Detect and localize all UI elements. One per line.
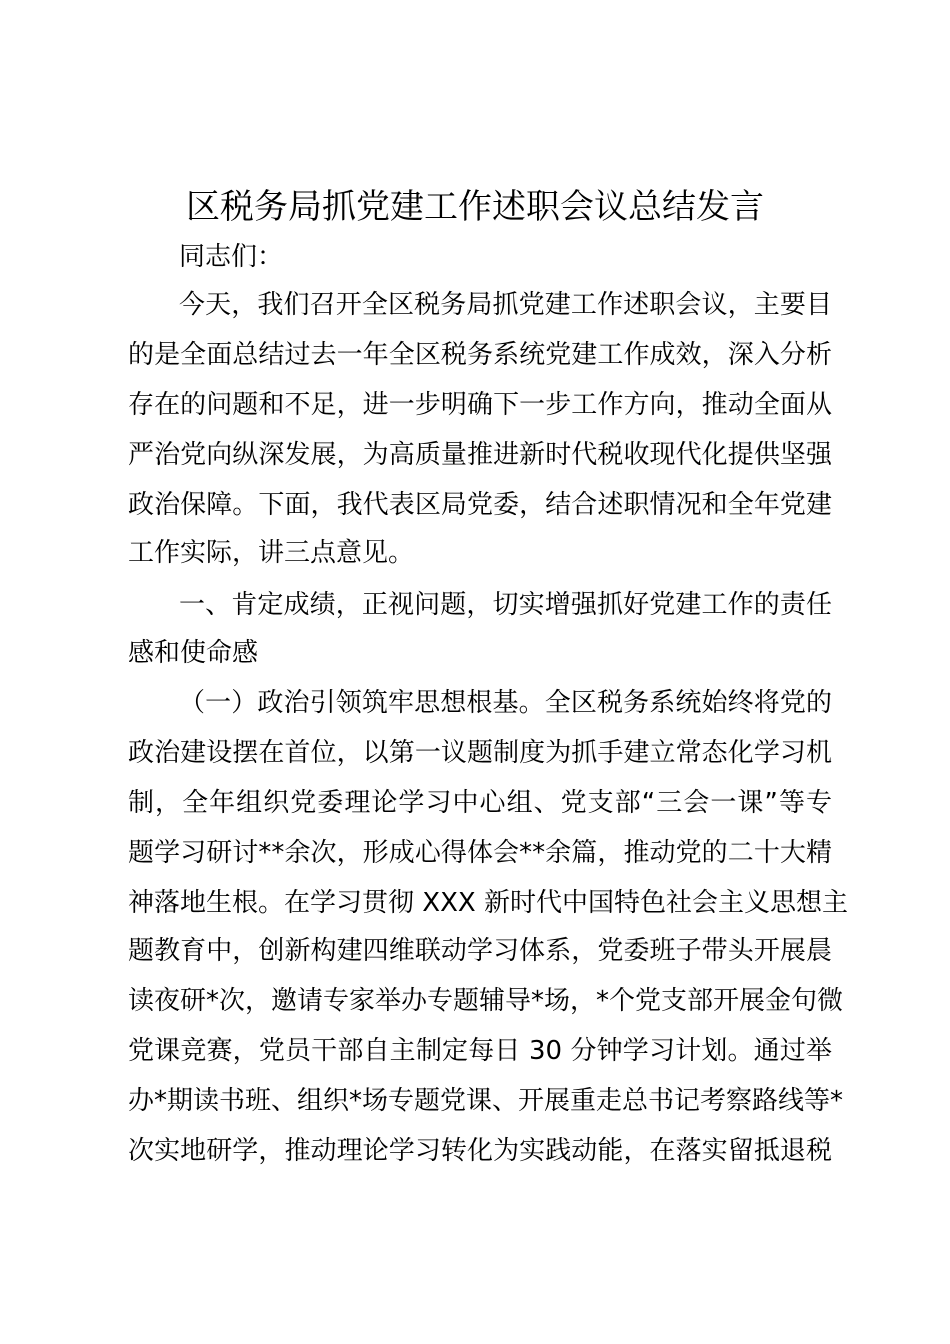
paragraph-line: 存在的问题和不足，进一步明确下一步工作方向，推动全面从 bbox=[128, 390, 832, 420]
section-heading: 一、肯定成绩，正视问题，切实增强抓好党建工作的责任 bbox=[179, 590, 832, 620]
paragraph-line: 工作实际，讲三点意见。 bbox=[128, 538, 415, 568]
paragraph-line: 制，全年组织党委理论学习中心组、党支部“三会一课”等专 bbox=[128, 788, 832, 818]
paragraph-line: （一）政治引领筑牢思想根基。全区税务系统始终将党的 bbox=[179, 688, 832, 718]
paragraph-line: 党课竞赛，党员干部自主制定每日 30 分钟学习计划。通过举 bbox=[128, 1036, 832, 1066]
paragraph-line: 政治建设摆在首位，以第一议题制度为抓手建立常态化学习机 bbox=[128, 738, 832, 768]
salutation: 同志们： bbox=[179, 242, 284, 272]
paragraph-line: 的是全面总结过去一年全区税务系统党建工作成效，深入分析 bbox=[128, 340, 832, 370]
paragraph-line: 今天，我们召开全区税务局抓党建工作述职会议，主要目 bbox=[179, 290, 832, 320]
paragraph-line: 题教育中，创新构建四维联动学习体系，党委班子带头开展晨 bbox=[128, 936, 832, 966]
paragraph-line: 题学习研讨**余次，形成心得体会**余篇，推动党的二十大精 bbox=[128, 838, 832, 868]
section-heading: 感和使命感 bbox=[128, 638, 259, 668]
paragraph-line: 神落地生根。在学习贯彻 XXX 新时代中国特色社会主义思想主 bbox=[128, 888, 848, 918]
paragraph-line: 政治保障。下面，我代表区局党委，结合述职情况和全年党建 bbox=[128, 490, 832, 520]
paragraph-line: 严治党向纵深发展，为高质量推进新时代税收现代化提供坚强 bbox=[128, 440, 832, 470]
paragraph-line: 办*期读书班、组织*场专题党课、开展重走总书记考察路线等* bbox=[128, 1086, 844, 1116]
paragraph-line: 读夜研*次，邀请专家举办专题辅导*场，*个党支部开展金句微 bbox=[128, 986, 844, 1016]
document-title: 区税务局抓党建工作述职会议总结发言 bbox=[186, 187, 764, 227]
paragraph-line: 次实地研学，推动理论学习转化为实践动能，在落实留抵退税 bbox=[128, 1136, 832, 1166]
